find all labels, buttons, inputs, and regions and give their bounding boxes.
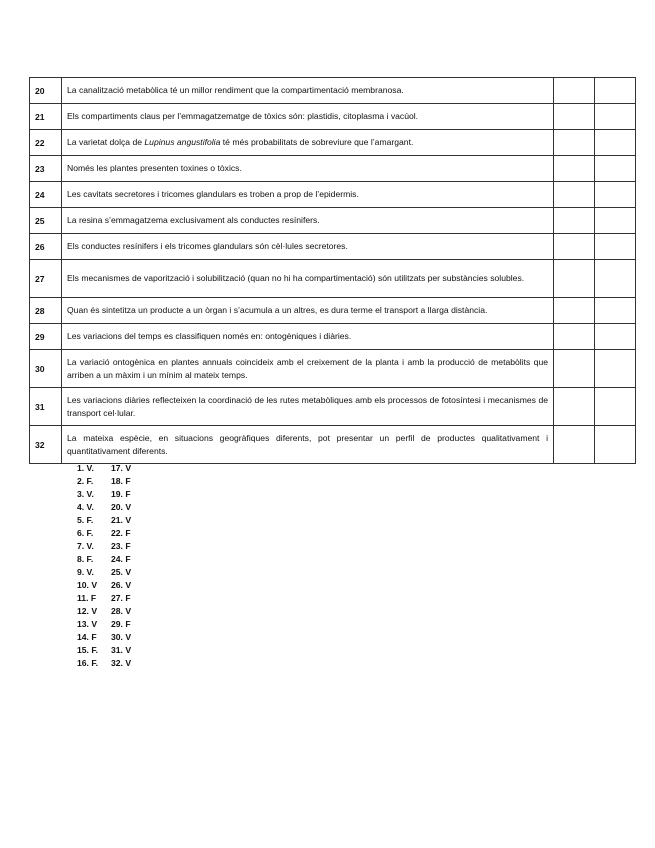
true-answer-cell[interactable] xyxy=(554,350,595,388)
table-row xyxy=(30,78,636,104)
question-statement: La mateixa espècie, en situacions geogràfiques diferents, pot presentar un perfil de productes qualitativament i quantitativament diferents. xyxy=(62,426,554,464)
table-row xyxy=(30,104,636,130)
answer-item: 6. F. xyxy=(77,528,94,538)
answer-item: 12. V xyxy=(77,606,98,616)
question-statement: La resina s’emmagatzema exclusivament als conductes resínifers. xyxy=(62,208,554,234)
statement-text: La varietat dolça de xyxy=(67,137,145,147)
answer-key xyxy=(77,462,131,670)
answer-row xyxy=(77,644,131,657)
false-answer-cell[interactable] xyxy=(595,324,636,350)
answer-row xyxy=(77,605,131,618)
answer-row xyxy=(77,553,131,566)
table-row xyxy=(30,298,636,324)
answer-row xyxy=(77,618,131,631)
answer-row xyxy=(77,527,131,540)
answer-item: 23. F xyxy=(111,541,131,551)
question-statement xyxy=(62,130,554,156)
answer-item: 15. F. xyxy=(77,645,99,655)
answer-item: 11. F xyxy=(77,593,97,603)
answer-row xyxy=(77,540,131,553)
answer-item: 21. V xyxy=(111,515,132,525)
true-answer-cell[interactable] xyxy=(554,78,595,104)
table-row xyxy=(30,130,636,156)
answer-row xyxy=(77,566,131,579)
question-statement: Els compartiments claus per l’emmagatzematge de tòxics són: plastidis, citoplasma i vacúol. xyxy=(62,104,554,130)
true-answer-cell[interactable] xyxy=(554,104,595,130)
true-answer-cell[interactable] xyxy=(554,208,595,234)
answer-item: 22. F xyxy=(111,528,131,538)
question-number: 29 xyxy=(30,324,62,350)
false-answer-cell[interactable] xyxy=(595,78,636,104)
question-number: 23 xyxy=(30,156,62,182)
answer-item: 2. F. xyxy=(77,476,94,486)
answer-item: 5. F. xyxy=(77,515,94,525)
question-number: 21 xyxy=(30,104,62,130)
true-answer-cell[interactable] xyxy=(554,298,595,324)
answer-item: 13. V xyxy=(77,619,98,629)
false-answer-cell[interactable] xyxy=(595,156,636,182)
table-row xyxy=(30,234,636,260)
answer-item: 8. F. xyxy=(77,554,94,564)
question-statement: Les variacions del temps es classifiquen només en: ontogèniques i diàries. xyxy=(62,324,554,350)
answer-row xyxy=(77,631,131,644)
question-number: 22 xyxy=(30,130,62,156)
question-number: 24 xyxy=(30,182,62,208)
question-number: 20 xyxy=(30,78,62,104)
true-answer-cell[interactable] xyxy=(554,388,595,426)
question-statement: La variació ontogènica en plantes annuals coincideix amb el creixement de la planta i amb la producció de metabòlits que arriben a un màxim i un mínim al mateix temps. xyxy=(62,350,554,388)
question-number: 27 xyxy=(30,260,62,298)
answer-item: 18. F xyxy=(111,476,131,486)
table-row xyxy=(30,156,636,182)
answer-item: 24. F xyxy=(111,554,131,564)
answer-item: 19. F xyxy=(111,489,131,499)
answer-item: 30. V xyxy=(111,632,132,642)
question-number: 28 xyxy=(30,298,62,324)
answer-item: 14. F xyxy=(77,632,97,642)
table-row xyxy=(30,182,636,208)
answer-item: 26. V xyxy=(111,580,132,590)
table-row xyxy=(30,388,636,426)
answer-row xyxy=(77,592,131,605)
answer-item: 3. V. xyxy=(77,489,94,499)
answer-item: 31. V xyxy=(111,645,132,655)
true-answer-cell[interactable] xyxy=(554,324,595,350)
true-answer-cell[interactable] xyxy=(554,182,595,208)
question-statement: Les variacions diàries reflecteixen la coordinació de les rutes metabòliques amb els processos de fotosíntesi i mecanismes de transport cel·lular. xyxy=(62,388,554,426)
true-answer-cell[interactable] xyxy=(554,156,595,182)
false-answer-cell[interactable] xyxy=(595,388,636,426)
answer-row xyxy=(77,488,131,501)
answer-item: 9. V. xyxy=(77,567,94,577)
answer-item: 4. V. xyxy=(77,502,94,512)
answer-row xyxy=(77,579,131,592)
questions-table xyxy=(29,77,636,464)
answer-item: 27. F xyxy=(111,593,131,603)
question-number: 25 xyxy=(30,208,62,234)
answer-row xyxy=(77,501,131,514)
question-number: 30 xyxy=(30,350,62,388)
false-answer-cell[interactable] xyxy=(595,104,636,130)
answer-item: 10. V xyxy=(77,580,98,590)
question-statement: Només les plantes presenten toxines o tòxics. xyxy=(62,156,554,182)
false-answer-cell[interactable] xyxy=(595,426,636,464)
question-number: 32 xyxy=(30,426,62,464)
statement-text: té més probabilitats de sobreviure que l’amargant. xyxy=(220,137,414,147)
false-answer-cell[interactable] xyxy=(595,260,636,298)
question-statement: Quan és sintetitza un producte a un òrgan i s’acumula a un altres, es dura terme el transport a llarga distància. xyxy=(62,298,554,324)
question-number: 31 xyxy=(30,388,62,426)
false-answer-cell[interactable] xyxy=(595,234,636,260)
true-answer-cell[interactable] xyxy=(554,426,595,464)
question-statement: Els conductes resínifers i els tricomes glandulars són cèl·lules secretores. xyxy=(62,234,554,260)
answer-row xyxy=(77,462,131,475)
question-statement: La canalització metabòlica té un millor rendiment que la compartimentació membranosa. xyxy=(62,78,554,104)
false-answer-cell[interactable] xyxy=(595,298,636,324)
table-row xyxy=(30,324,636,350)
answer-item: 32. V xyxy=(111,658,132,668)
table-row xyxy=(30,426,636,464)
answer-row xyxy=(77,475,131,488)
true-answer-cell[interactable] xyxy=(554,260,595,298)
table-row xyxy=(30,350,636,388)
false-answer-cell[interactable] xyxy=(595,130,636,156)
answer-row xyxy=(77,514,131,527)
answer-item: 20. V xyxy=(111,502,132,512)
answer-item: 25. V xyxy=(111,567,132,577)
answer-row xyxy=(77,657,131,670)
answer-item: 7. V. xyxy=(77,541,94,551)
answer-item: 28. V xyxy=(111,606,132,616)
true-answer-cell[interactable] xyxy=(554,130,595,156)
false-answer-cell[interactable] xyxy=(595,350,636,388)
false-answer-cell[interactable] xyxy=(595,182,636,208)
table-row xyxy=(30,260,636,298)
question-number: 26 xyxy=(30,234,62,260)
question-statement: Els mecanismes de vaporització i solubilització (quan no hi ha compartimentació) són utilitzats per substàncies solubles. xyxy=(62,260,554,298)
answer-item: 17. V xyxy=(111,463,132,473)
answer-item: 16. F. xyxy=(77,658,99,668)
false-answer-cell[interactable] xyxy=(595,208,636,234)
table-row xyxy=(30,208,636,234)
question-statement: Les cavitats secretores i tricomes glandulars es troben a prop de l’epidermis. xyxy=(62,182,554,208)
true-answer-cell[interactable] xyxy=(554,234,595,260)
species-name: Lupinus angustifolia xyxy=(144,137,221,147)
answer-item: 29. F xyxy=(111,619,131,629)
answer-item: 1. V. xyxy=(77,463,94,473)
